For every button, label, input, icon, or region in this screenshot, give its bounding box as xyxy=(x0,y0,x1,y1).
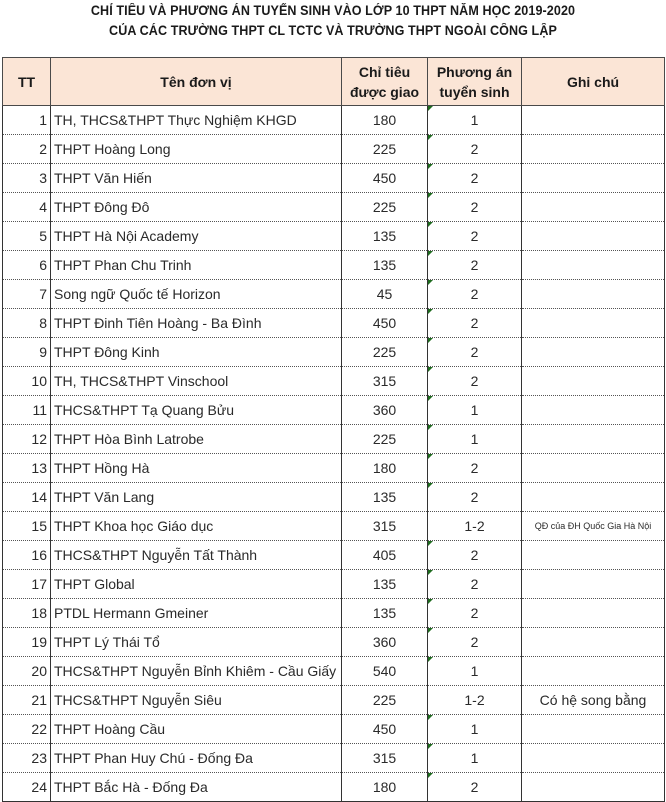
cell-comment-marker-icon xyxy=(428,367,433,372)
cell-tt[interactable] xyxy=(3,483,51,512)
cell-plan[interactable] xyxy=(428,425,522,454)
table-row xyxy=(3,599,665,628)
cell-quota[interactable] xyxy=(342,483,428,512)
cell-quota[interactable] xyxy=(342,512,428,541)
cell-school-name[interactable] xyxy=(51,309,342,338)
cell-quota-text: 315 xyxy=(372,518,397,534)
cell-tt[interactable] xyxy=(3,541,51,570)
cell-note[interactable] xyxy=(522,744,665,773)
cell-note[interactable] xyxy=(522,251,665,280)
cell-plan[interactable] xyxy=(428,338,522,367)
table-row xyxy=(3,251,665,280)
cell-quota-text: 180 xyxy=(372,460,397,476)
cell-note[interactable] xyxy=(522,773,665,802)
cell-tt[interactable] xyxy=(3,715,51,744)
cell-school-name-text: THPT Đinh Tiên Hoàng - Ba Đình xyxy=(54,315,262,331)
cell-quota[interactable] xyxy=(342,106,428,135)
cell-note[interactable] xyxy=(522,541,665,570)
header-plan xyxy=(428,58,522,106)
cell-plan[interactable] xyxy=(428,628,522,657)
cell-tt[interactable] xyxy=(3,512,51,541)
cell-quota-text: 405 xyxy=(372,547,397,563)
cell-quota[interactable] xyxy=(342,570,428,599)
cell-note[interactable] xyxy=(522,483,665,512)
cell-school-name-text: THPT Hòa Bình Latrobe xyxy=(54,431,204,447)
cell-note[interactable] xyxy=(522,454,665,483)
cell-comment-marker-icon xyxy=(428,657,433,662)
cell-school-name[interactable] xyxy=(51,367,342,396)
cell-comment-marker-icon xyxy=(428,541,433,546)
cell-school-name-text: THPT Lý Thái Tổ xyxy=(54,634,160,650)
cell-tt-text: 11 xyxy=(32,402,47,418)
cell-quota-text: 135 xyxy=(372,257,397,273)
cell-school-name[interactable] xyxy=(51,715,342,744)
cell-tt-text: 10 xyxy=(31,373,47,389)
cell-tt[interactable] xyxy=(3,396,51,425)
cell-tt[interactable] xyxy=(3,193,51,222)
cell-quota[interactable] xyxy=(342,744,428,773)
cell-quota[interactable] xyxy=(342,715,428,744)
cell-tt[interactable] xyxy=(3,309,51,338)
cell-school-name-text: Song ngữ Quốc tế Horizon xyxy=(54,286,221,302)
cell-school-name-text: THPT Đông Kinh xyxy=(54,344,160,360)
cell-tt[interactable] xyxy=(3,251,51,280)
cell-quota[interactable] xyxy=(342,628,428,657)
cell-plan-text: 2 xyxy=(470,779,479,795)
cell-school-name-text: THPT Phan Huy Chú - Đống Đa xyxy=(54,750,253,766)
cell-plan[interactable] xyxy=(428,222,522,251)
table-row xyxy=(3,454,665,483)
cell-quota[interactable] xyxy=(342,599,428,628)
cell-tt[interactable] xyxy=(3,744,51,773)
cell-quota-text: 450 xyxy=(372,315,397,331)
cell-tt-text: 1 xyxy=(39,112,47,128)
cell-school-name-text: TH, THCS&THPT Thực Nghiệm KHGD xyxy=(54,112,297,128)
cell-plan-text: 2 xyxy=(470,634,479,650)
cell-quota-text: 360 xyxy=(372,402,397,418)
table-row xyxy=(3,715,665,744)
cell-plan-text: 2 xyxy=(470,344,479,360)
cell-quota[interactable] xyxy=(342,280,428,309)
cell-quota-text: 135 xyxy=(372,576,397,592)
table-row xyxy=(3,222,665,251)
cell-tt-text: 17 xyxy=(31,576,47,592)
cell-school-name[interactable] xyxy=(51,686,342,715)
header-tt: TT xyxy=(3,58,51,106)
cell-note[interactable] xyxy=(522,338,665,367)
cell-quota-text: 135 xyxy=(372,605,397,621)
cell-note[interactable] xyxy=(522,715,665,744)
cell-note[interactable] xyxy=(522,570,665,599)
cell-tt[interactable] xyxy=(3,657,51,686)
cell-school-name[interactable] xyxy=(51,744,342,773)
cell-plan-text: 1-2 xyxy=(464,518,485,534)
cell-quota[interactable] xyxy=(342,541,428,570)
cell-quota[interactable] xyxy=(342,135,428,164)
cell-plan[interactable] xyxy=(428,135,522,164)
cell-quota[interactable] xyxy=(342,367,428,396)
cell-school-name-text: THPT Văn Lang xyxy=(54,489,155,505)
cell-school-name-text: THCS&THPT Nguyễn Tất Thành xyxy=(54,547,258,563)
cell-tt-text: 19 xyxy=(31,634,47,650)
cell-comment-marker-icon xyxy=(428,338,433,343)
cell-school-name-text: THPT Hà Nội Academy xyxy=(54,228,199,244)
cell-note[interactable] xyxy=(522,396,665,425)
cell-school-name-text: THCS&THPT Nguyễn Siêu xyxy=(54,692,222,708)
cell-comment-marker-icon xyxy=(428,570,433,575)
cell-quota[interactable] xyxy=(342,454,428,483)
cell-tt-text: 21 xyxy=(31,692,47,708)
cell-note[interactable] xyxy=(522,425,665,454)
cell-plan-text: 2 xyxy=(470,170,479,186)
cell-plan-text: 2 xyxy=(470,489,479,505)
cell-tt[interactable] xyxy=(3,135,51,164)
cell-school-name[interactable] xyxy=(51,251,342,280)
cell-quota-text: 135 xyxy=(372,489,397,505)
header-quota-line1: Chỉ tiêu xyxy=(358,63,411,80)
cell-school-name-text: THCS&THPT Tạ Quang Bửu xyxy=(54,402,235,418)
cell-comment-marker-icon xyxy=(428,280,433,285)
cell-tt-text: 13 xyxy=(31,460,47,476)
table-body xyxy=(3,106,665,802)
cell-plan-text: 2 xyxy=(470,373,479,389)
table-row xyxy=(3,164,665,193)
cell-note-text: QĐ của ĐH Quốc Gia Hà Nội xyxy=(534,521,652,531)
cell-quota[interactable] xyxy=(342,773,428,802)
cell-school-name[interactable] xyxy=(51,541,342,570)
header-quota xyxy=(342,58,428,106)
cell-plan-text: 1 xyxy=(470,431,479,447)
cell-tt-text: 16 xyxy=(31,547,47,563)
cell-note[interactable] xyxy=(522,628,665,657)
table-row xyxy=(3,367,665,396)
cell-school-name[interactable] xyxy=(51,396,342,425)
cell-comment-marker-icon xyxy=(428,251,433,256)
cell-quota-text: 135 xyxy=(372,228,397,244)
cell-plan-text: 2 xyxy=(470,605,479,621)
cell-quota-text: 180 xyxy=(372,112,397,128)
cell-plan[interactable] xyxy=(428,570,522,599)
cell-plan-text: 2 xyxy=(470,286,479,302)
cell-plan-text: 1-2 xyxy=(464,692,485,708)
cell-quota-text: 315 xyxy=(372,373,397,389)
cell-tt[interactable] xyxy=(3,367,51,396)
cell-quota[interactable] xyxy=(342,222,428,251)
cell-plan-text: 2 xyxy=(470,315,479,331)
document-title-line-1: CHỈ TIÊU VÀ PHƯƠNG ÁN TUYỂN SINH VÀO LỚP 10 THPT NĂM HỌC 2019-2020 xyxy=(90,3,576,18)
cell-plan[interactable] xyxy=(428,483,522,512)
cell-tt[interactable] xyxy=(3,686,51,715)
cell-school-name-text: THPT Bắc Hà - Đống Đa xyxy=(54,779,208,795)
table-row xyxy=(3,396,665,425)
cell-comment-marker-icon xyxy=(428,309,433,314)
cell-plan[interactable] xyxy=(428,541,522,570)
cell-school-name[interactable] xyxy=(51,454,342,483)
cell-quota[interactable] xyxy=(342,338,428,367)
cell-tt-text: 24 xyxy=(31,779,47,795)
cell-plan-text: 1 xyxy=(470,750,479,766)
cell-school-name[interactable] xyxy=(51,222,342,251)
cell-school-name[interactable] xyxy=(51,164,342,193)
cell-quota-text: 45 xyxy=(376,286,393,302)
cell-school-name[interactable] xyxy=(51,599,342,628)
cell-note[interactable] xyxy=(522,686,665,715)
cell-quota[interactable] xyxy=(342,193,428,222)
cell-plan-text: 1 xyxy=(470,663,479,679)
cell-school-name-text: TH, THCS&THPT Vinschool xyxy=(54,373,229,389)
cell-quota-text: 225 xyxy=(372,199,397,215)
cell-note[interactable] xyxy=(522,222,665,251)
table-row xyxy=(3,773,665,802)
cell-tt[interactable] xyxy=(3,628,51,657)
header-note: Ghi chú xyxy=(522,58,665,106)
cell-tt-text: 2 xyxy=(39,141,47,157)
table-row xyxy=(3,483,665,512)
cell-comment-marker-icon xyxy=(428,454,433,459)
cell-quota-text: 225 xyxy=(372,692,397,708)
cell-school-name[interactable] xyxy=(51,193,342,222)
cell-school-name-text: THPT Hồng Hà xyxy=(54,460,150,476)
table-row xyxy=(3,425,665,454)
cell-plan-text: 2 xyxy=(470,228,479,244)
cell-comment-marker-icon xyxy=(428,425,433,430)
cell-school-name-text: PTDL Hermann Gmeiner xyxy=(54,605,209,621)
table-row xyxy=(3,628,665,657)
cell-note[interactable] xyxy=(522,193,665,222)
cell-note[interactable] xyxy=(522,512,665,541)
cell-quota-text: 450 xyxy=(372,721,397,737)
cell-note[interactable] xyxy=(522,106,665,135)
cell-school-name[interactable] xyxy=(51,338,342,367)
cell-comment-marker-icon xyxy=(428,628,433,633)
cell-school-name[interactable] xyxy=(51,106,342,135)
header-name: Tên đơn vị xyxy=(51,58,342,106)
cell-tt[interactable] xyxy=(3,425,51,454)
cell-tt[interactable] xyxy=(3,338,51,367)
cell-plan[interactable] xyxy=(428,396,522,425)
cell-school-name-text: THPT Hoàng Cầu xyxy=(54,721,166,737)
cell-note[interactable] xyxy=(522,280,665,309)
cell-plan-text: 2 xyxy=(470,199,479,215)
cell-school-name[interactable] xyxy=(51,483,342,512)
header-plan-line2: tuyển sinh xyxy=(439,83,510,100)
cell-school-name[interactable] xyxy=(51,570,342,599)
cell-quota[interactable] xyxy=(342,425,428,454)
cell-plan[interactable] xyxy=(428,193,522,222)
cell-school-name-text: THPT Phan Chu Trinh xyxy=(54,257,192,273)
cell-tt[interactable] xyxy=(3,106,51,135)
cell-plan-text: 2 xyxy=(470,547,479,563)
cell-plan[interactable] xyxy=(428,773,522,802)
cell-tt[interactable] xyxy=(3,454,51,483)
cell-school-name[interactable] xyxy=(51,657,342,686)
cell-plan[interactable] xyxy=(428,454,522,483)
table-row xyxy=(3,686,665,715)
cell-comment-marker-icon xyxy=(428,483,433,488)
cell-school-name[interactable] xyxy=(51,773,342,802)
admission-quota-table xyxy=(2,57,665,802)
cell-note[interactable] xyxy=(522,309,665,338)
cell-tt-text: 18 xyxy=(31,605,47,621)
cell-school-name[interactable] xyxy=(51,425,342,454)
cell-tt-text: 5 xyxy=(39,228,47,244)
cell-tt-text: 4 xyxy=(39,199,47,215)
cell-school-name[interactable] xyxy=(51,280,342,309)
cell-tt-text: 9 xyxy=(39,344,47,360)
table-row xyxy=(3,338,665,367)
table-row xyxy=(3,512,665,541)
cell-plan-text: 2 xyxy=(470,576,479,592)
cell-plan[interactable] xyxy=(428,164,522,193)
cell-school-name-text: THCS&THPT Nguyễn Bỉnh Khiêm - Cầu Giấy xyxy=(54,663,337,679)
cell-plan[interactable] xyxy=(428,715,522,744)
cell-school-name[interactable] xyxy=(51,135,342,164)
table-header-row xyxy=(3,58,665,106)
cell-quota-text: 540 xyxy=(372,663,397,679)
cell-quota-text: 450 xyxy=(372,170,397,186)
cell-plan[interactable] xyxy=(428,309,522,338)
cell-quota[interactable] xyxy=(342,309,428,338)
cell-quota-text: 360 xyxy=(372,634,397,650)
cell-comment-marker-icon xyxy=(428,744,433,749)
cell-plan-text: 1 xyxy=(470,402,479,418)
cell-plan[interactable] xyxy=(428,367,522,396)
cell-plan[interactable] xyxy=(428,657,522,686)
table-row xyxy=(3,193,665,222)
cell-comment-marker-icon xyxy=(428,773,433,778)
document-title-line-2: CỦA CÁC TRƯỜNG THPT CL TCTC VÀ TRƯỜNG THPT NGOÀI CÔNG LẬP xyxy=(109,23,557,38)
cell-comment-marker-icon xyxy=(428,135,433,140)
cell-plan-text: 2 xyxy=(470,460,479,476)
cell-plan[interactable] xyxy=(428,686,522,715)
cell-plan[interactable] xyxy=(428,251,522,280)
cell-note[interactable] xyxy=(522,367,665,396)
cell-tt-text: 3 xyxy=(39,170,47,186)
cell-tt-text: 20 xyxy=(31,663,47,679)
header-plan-line1: Phương án xyxy=(436,63,513,80)
cell-comment-marker-icon xyxy=(428,164,433,169)
cell-quota[interactable] xyxy=(342,396,428,425)
cell-plan-text: 2 xyxy=(470,257,479,273)
cell-plan-text: 2 xyxy=(470,141,479,157)
cell-plan[interactable] xyxy=(428,280,522,309)
cell-school-name-text: THPT Hoàng Long xyxy=(54,141,171,157)
cell-comment-marker-icon xyxy=(428,222,433,227)
cell-school-name[interactable] xyxy=(51,512,342,541)
cell-tt[interactable] xyxy=(3,773,51,802)
cell-note[interactable] xyxy=(522,164,665,193)
cell-tt[interactable] xyxy=(3,164,51,193)
cell-comment-marker-icon xyxy=(428,599,433,604)
cell-tt-text: 8 xyxy=(39,315,47,331)
table-row xyxy=(3,309,665,338)
cell-note[interactable] xyxy=(522,657,665,686)
cell-school-name-text: THPT Khoa học Giáo dục xyxy=(54,518,214,534)
cell-quota[interactable] xyxy=(342,164,428,193)
cell-quota[interactable] xyxy=(342,686,428,715)
table-row xyxy=(3,541,665,570)
cell-plan[interactable] xyxy=(428,512,522,541)
cell-school-name-text: THPT Đông Đô xyxy=(54,199,150,215)
cell-tt[interactable] xyxy=(3,599,51,628)
cell-tt-text: 23 xyxy=(31,750,47,766)
cell-quota-text: 225 xyxy=(372,431,397,447)
table-row xyxy=(3,280,665,309)
cell-comment-marker-icon xyxy=(428,193,433,198)
table-row xyxy=(3,106,665,135)
cell-tt[interactable] xyxy=(3,222,51,251)
table-row xyxy=(3,570,665,599)
cell-quota-text: 225 xyxy=(372,141,397,157)
cell-note[interactable] xyxy=(522,599,665,628)
cell-school-name-text: THPT Global xyxy=(54,576,135,592)
table-row xyxy=(3,135,665,164)
cell-plan-text: 1 xyxy=(470,112,479,128)
cell-tt[interactable] xyxy=(3,570,51,599)
cell-school-name[interactable] xyxy=(51,628,342,657)
cell-school-name-text: THPT Văn Hiến xyxy=(54,170,152,186)
cell-note-text: Có hệ song bằng xyxy=(539,692,647,708)
cell-quota[interactable] xyxy=(342,251,428,280)
table-row xyxy=(3,744,665,773)
cell-quota-text: 315 xyxy=(372,750,397,766)
cell-tt[interactable] xyxy=(3,280,51,309)
table-row xyxy=(3,657,665,686)
header-quota-line2: được giao xyxy=(349,83,420,100)
cell-tt-text: 14 xyxy=(31,489,47,505)
cell-plan-text: 1 xyxy=(470,721,479,737)
cell-comment-marker-icon xyxy=(428,106,433,111)
cell-tt-text: 15 xyxy=(31,518,47,534)
cell-plan[interactable] xyxy=(428,744,522,773)
cell-comment-marker-icon xyxy=(428,396,433,401)
cell-quota[interactable] xyxy=(342,657,428,686)
cell-tt-text: 22 xyxy=(31,721,47,737)
cell-plan[interactable] xyxy=(428,599,522,628)
cell-tt-text: 7 xyxy=(39,286,47,302)
cell-quota-text: 225 xyxy=(372,344,397,360)
cell-plan[interactable] xyxy=(428,106,522,135)
cell-comment-marker-icon xyxy=(428,715,433,720)
cell-tt-text: 12 xyxy=(31,431,47,447)
cell-note[interactable] xyxy=(522,135,665,164)
cell-quota-text: 180 xyxy=(372,779,397,795)
cell-tt-text: 6 xyxy=(39,257,47,273)
